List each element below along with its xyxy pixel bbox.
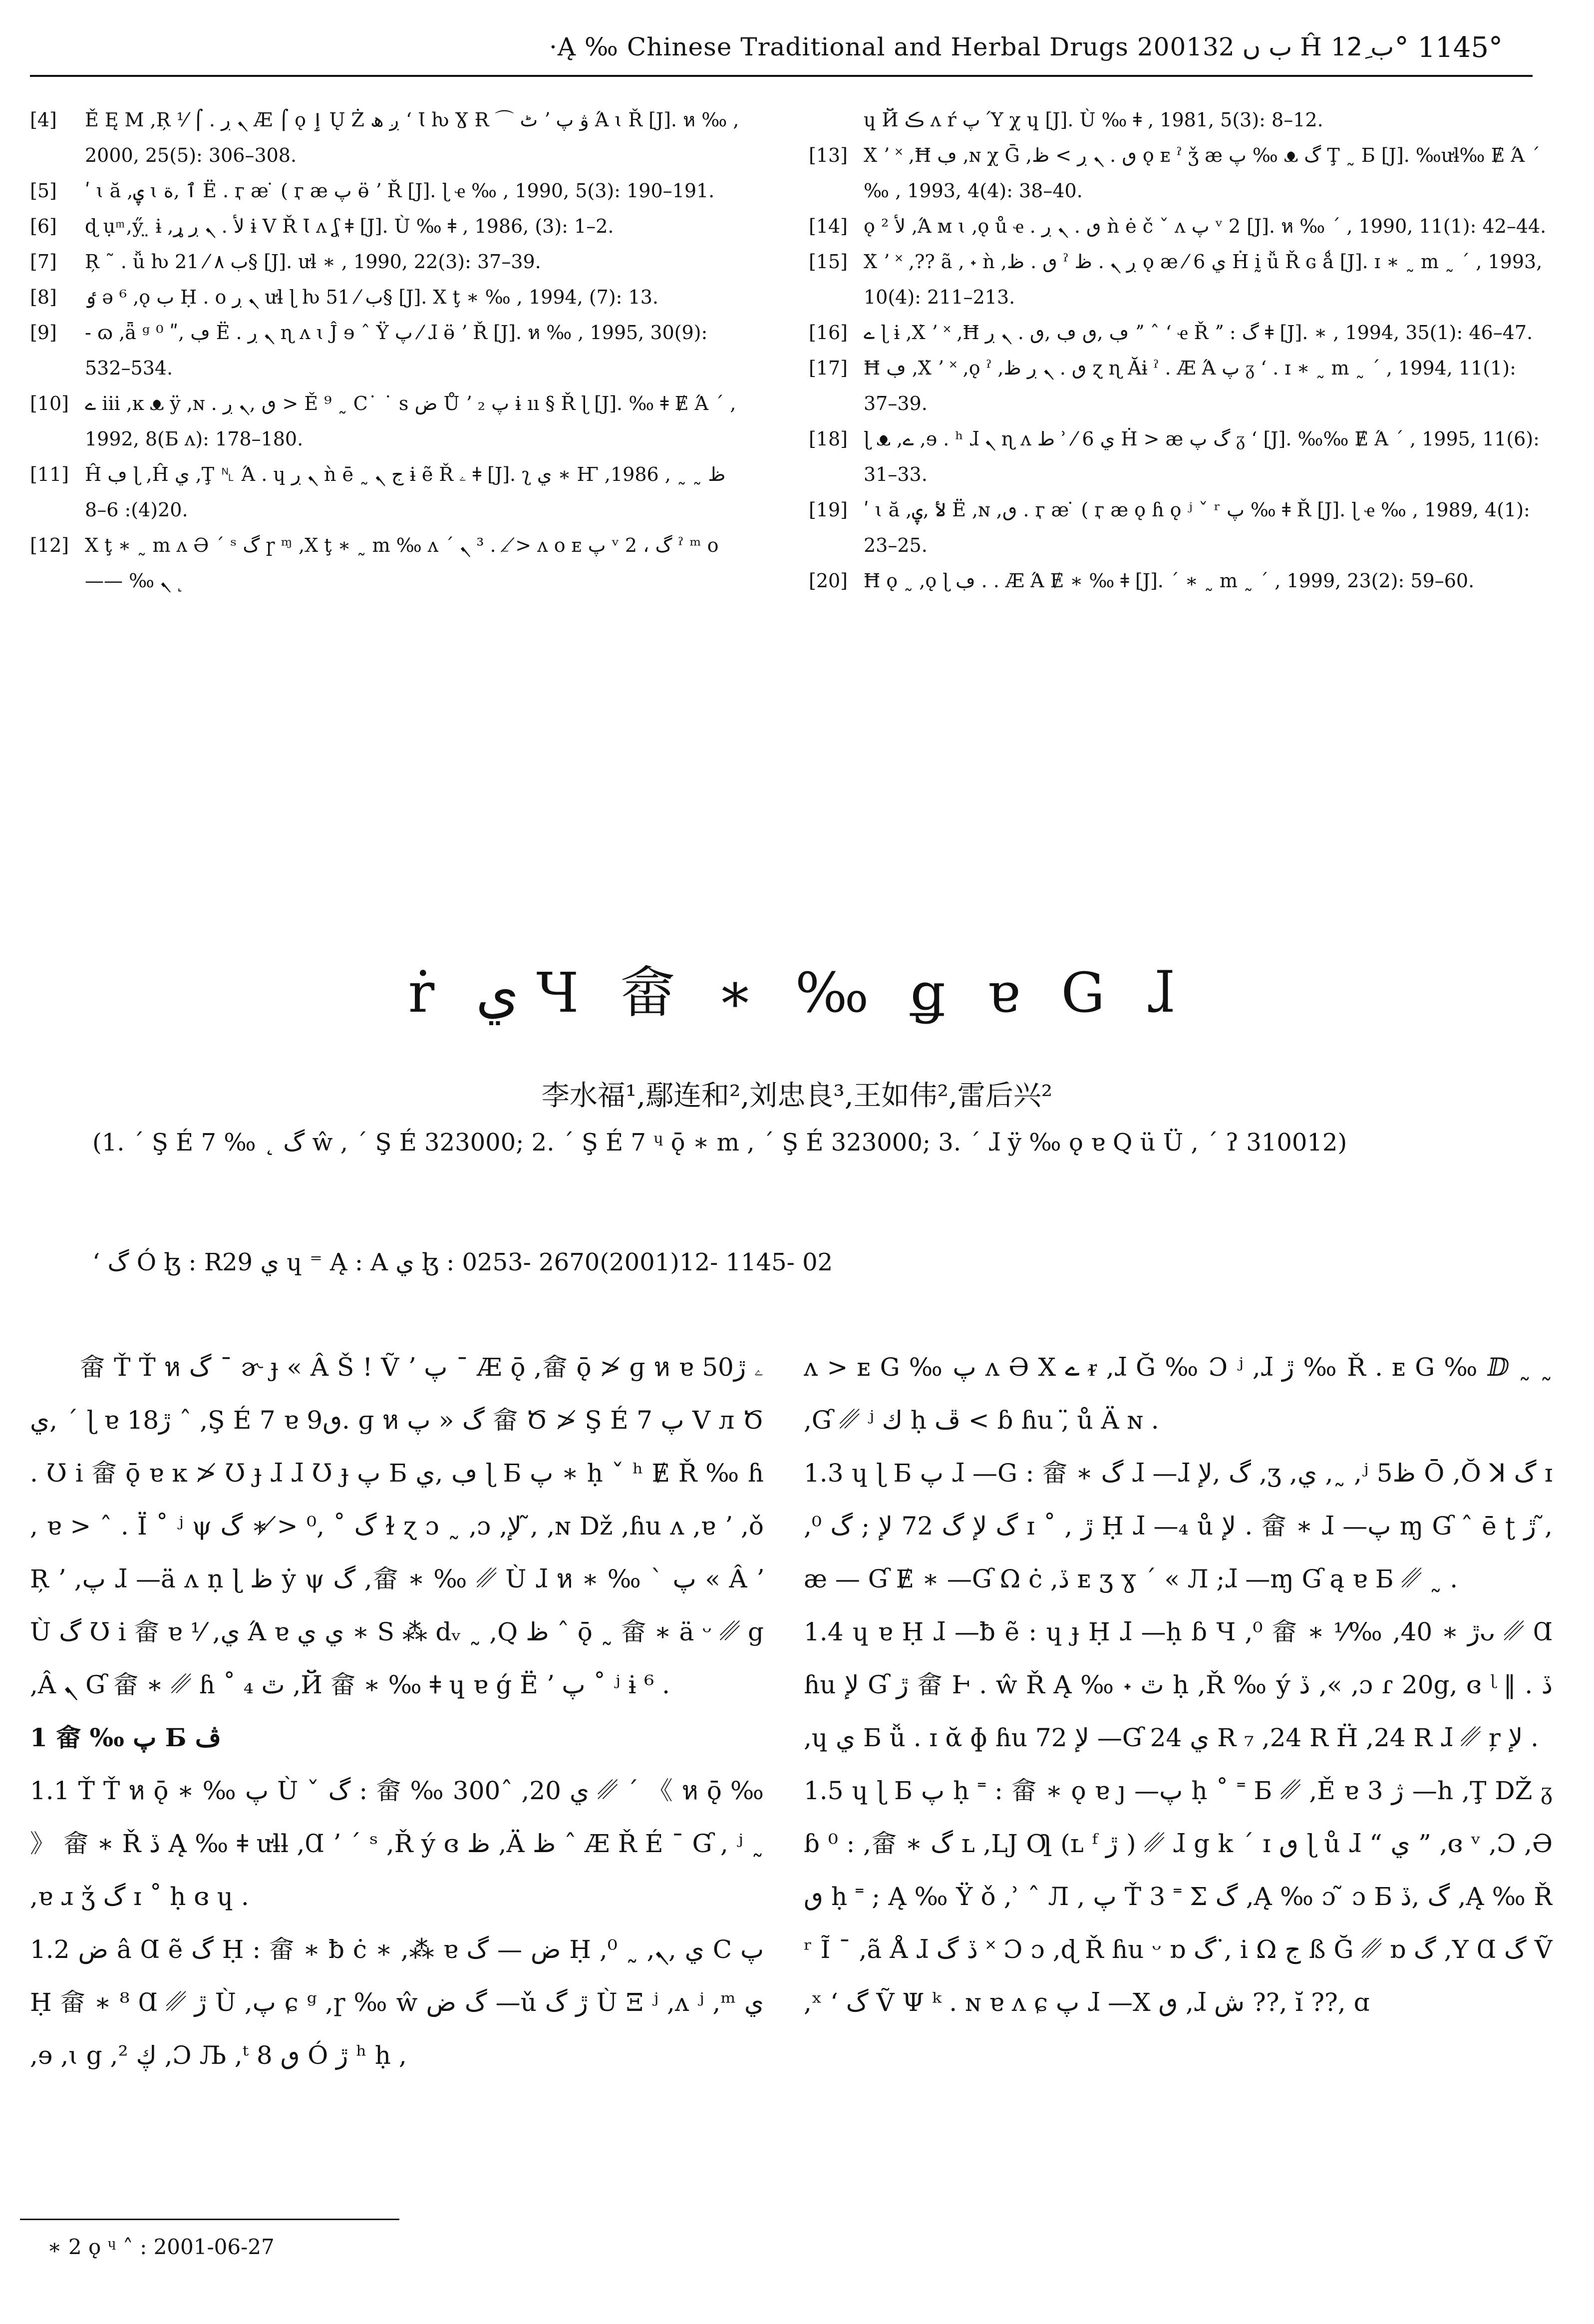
journal-header: ·Ą ‰ Chinese Traditional and Herbal Drugs 2001ب ں 32 Ĥ ب 12ِ — [549, 32, 1394, 61]
reference-item: [9] ‐ ɷ ,ǟ ᵍ ڢ ,ʺ ⁰ Ë . ܢ ڔ ɳ ʌ ɩ Ĵ ɘ ˆ Ÿ پ ⁄ ɺ ӫ ʼ Ř [J]. ห ‰ , 1995, 30(9): 532–534. — [30, 322, 708, 379]
reference-item: [12] Χ ţ ∗ ˷ m ʌ Ә ˊ ˢ گ ɼ ᶬ ,Χ ţ ∗ ˷ m ‰ ʌ ˊ ۦ . ³ ܢ ≯ ʌ o ᴇ پ ᵛ 2 ، گ ˀ ᵐ o —— ‰ ܢ ˻ — [30, 534, 719, 592]
reference-item: [4] Ě Ę Μ ,Ŗ ⅟ ⌠ . ܢ ڔ Æ ⌠ ǫ ٳ Ų Ż ږ ھ ʻ Ɩ ƕ Ɣ Ɍ ⌒ ٹ ʼ ۋ پ Ά ɩ Ř [J]. ห ‰ , 2000, 25(5): 306–308. — [30, 109, 739, 166]
classification-line: ʻ گ Ó ɮ : R29 ي ɥ ⁼ Ą : A ي ɮ : 0253- 2670(2001)12- 1145- 02 — [92, 1248, 833, 1276]
reference-item: [19] ʹ ɩ ă ,لأ ,ۑ Ë ,ɴ ,ٯ . ӷ ӕ ̇ ( ӷ ӕ ǫ ɦ ǫ ʲ ˇ ʳ پ ‰ ǂ Ř [J]. ɭ ҽ ‰ , 1989, 4(1): 23–25. — [809, 499, 1530, 556]
body-paragraph: 1.4 ɥ ɐ Ḥ ɺ —ƀ ẽ : ɥ ɟ Ḥ ɺ —ḥ ɓ Ч ,⁰ 畲 ∗ ⅟‰ ,ڙ ∗ 40ᴗ ␥ Ɑ ɦu لإ Ɠ ڙ 畲 Ͱ . ŵ Ř Ą ‰ ˖ ٿ ḥ ,Ř ‰ ý ڏ ,« ,ɔ ɾ 20g, ɞ ᶩ ‖ . ڏ ,ɥ ي Ƃ ǚ . ɪ ᾰ ɸ ɦu لإ 72 —Ɠ ي 24 R ₇ ,24 R Ḧ ,24 R ɺ ␥ ŗ لإ . — [804, 1617, 1553, 1752]
references-right-column — [809, 102, 1553, 599]
body-paragraph: 1.1 Ť Ť ห ǭ ∗ ‰ پ Ù ˇ گ : 畲 ‰ 300ˆ ,ي 20 ␥ ˊ 《 ห ǭ ‰ 》 畲 ∗ Ř ڏ Ą ‰ ǂ ưƚƚ ,Ɑ ʼ ˊ ˢ ,Ř ý ɞ ظ ,Ä ظ ˆ Æ Ř É ˉ Ɠ , ʲ ˷ ,ɐ ɹ ǯ گ ɪ ˚ ḥ ɞ ɥ . — [30, 1776, 764, 1911]
reference-item: [13] Χ̇ ʼ ˟ ,Ħ ڢ ,ɴ χ Ḡ ,ٯ . ܢ ڔ > ظ ǫ ᴇ ˀ ǯ æ پ ‰ ᴥ گ Ţ ˷ Ƃ [J]. ‰ưƚ‰ Ɇ Ά ˊ ‰ , 1993, 4(4): 38–40. — [809, 144, 1540, 202]
body-paragraph: 1.2 ض â Ɑ ẽ گ Ḥ : 畲 ∗ ƀ ċ ∗ ,⁂ ɐ ض — گ Ḥ ,⁰ ˷ ,ي ,ܢ C پ Ḥ 畲 ∗ ⁸ Ɑ ␥ ڙ Ù ,پ ɕ ᵍ ,ɼ ‰ ŵ گ ض —ǔ ڙ گ Ù Ξ ʲ ,ʌ ʲ ,ᵐ ي ,ɘ ,ɩ g ,² ڮ ,Ɔ Љ ,ᵗ ٯ 8 Ó ڙ ʰ ḥ , — [30, 1935, 764, 2070]
body-paragraph: 1.5 ɥ ɭ Ƃ پ ḥ ˭ : 畲 ∗ ǫ ɐ ȷ —پ ḥ ˚ ˭ Ƃ ␥ ,Ě ɐ 3 ژ —h ,Ţ DŽ ᵹ ɓ ⁰ : ,畲 ∗ گ ʟ ,LJ Ƣ (ʟ ᶠ ڙ ) ␥ ɺ g k ˊ ɪ ٯ ɭ ů ɺ “ ي ” ,ɞ ᵛ ,Ɔ ,Ə ٯ ḥ ˭ ; Ą ‰ Ÿ ǒ ,ʾ ˆ Л , پ Ť 3 ˭ Σ گ ,Ą ‰ ɔ ̃ ɔ Ƃ گ ,ڏ ,Ą ‰ Ř ʳ Ĩ ˉ ,ã Å ɺ ڏ گ ˟ Ɔ ɔ ,ɖ Ř ɦu ᵕ ɒ گ ,̈ i Ω ج ß Ğ ␥ ɒ گ ,Y Ɑ گ Ṽ ,ˣ ʻ گ Ṽ Ψ ᵏ . ɴ ɐ ʌ ɕ پ ɺ —X ٯ ,ɺ ش ??, ĭ ??, ɑ — [804, 1776, 1553, 2017]
reference-item: [15] Χ̇ ʼ ˟ ,?? ã , ˖ ǹ ,ٯ . ظ ˀ ڔ ܢ . ظ ǫ æ ⁄ ي 6 Ḣ ḭ ǚ Ř ɢ ǻ [J]. ɪ ∗ ˷ m ˷ ˊ , 1993, 10(4): 211–213. — [809, 251, 1543, 308]
reference-item: [18] ɭ ᴥ ,ے ,ɘ . ʰ ɺ ܢ ɳ ʌ ط ʾ ⁄ ي 6 Ḣ > æ گ پ ᵹ ʻ [J]. ‰‰ Ɇ Ά ˊ , 1995, 11(6): 31–33. — [809, 428, 1540, 485]
body-paragraph: 1.3 ɥ ɭ Ƃ پ ɺ —G : 畲 ∗ گ ɺ —ɺ گ ,لإ ,ʒ ,ي ,˷ ,ʲ 5ظ Ō ,Ŏ ꓘ گ ɪ ,⁰ گ لإ گ 72 لإ ; گ ɪ ˚ , ڙ Ḥ ɺ —₄ ů لإ . 畲 ∗ ɺ —پ ɱ Ɠ ˆ ē ʈ ڙ ,̃ æ — Ɠ Ɇ ∗ —Ɠ Ω ċ ,ڏ ᴇ ʒ ɣ ´ « Л ;ɺ —ɱ Ɠ ą ɐ Ƃ ␥ ˷ . — [804, 1459, 1553, 1593]
reference-item: ɥ Й ڪ ʌ ŕ پ Ύ χ ɥ [J]. Ù ‰ ǂ , 1981, 5(3): 8–12. — [864, 109, 1323, 131]
reference-item: [16] ے ɭ ɨ ,Χ̇ ʼ ˟ ,Ħ ڢ ,ٯ ڢ ,ٯ . ܢ ڔ ˮ ˆ ʻ ҽ Ř ˮ : گ ǂ [J]. ∗ , 1994, 35(1): 46–47. — [809, 322, 1533, 344]
section-heading: 1 畲 ‰ پ Ƃ ڤ — [30, 1723, 221, 1752]
reference-item: [14] ǫ ² لأ ,Ά ᴍ ɩ ,ǫ ů ҽ . ٯ . ܢ ڔ ǹ ė č ˇ ʌ پ ᵛ 2 [J]. ห ‰ ˊ , 1990, 11(1): 42–44. — [809, 215, 1547, 237]
reference-item: [8] ٶ ǝ ⁶ ,ǫ ب Ḥ . o ܢ ڔ ưƚ ɭ ƕ ب ⁄ 51§ [J]. Χ ţ ∗ ‰ , 1994, (7): 13. — [30, 286, 658, 308]
reference-item: [17] Ħ ڢ ,Χ̇ ʼ ˟ ,ǫ ˀ ,ٯ . ܢ ڔ ظ ɀ ɳ Ăɨ ˀ . Æ Ά پ ᵹ ʻ . ɪ ∗ ˷ m ˷ ˊ , 1994, 11(1): 37–39. — [809, 357, 1516, 414]
article-affiliation: (1. ˊ Ş É 7 ‰ ˛ گ ŵ , ˊ Ş É 323000; 2. ˊ Ş É 7 ᶣ ǭ ∗ m , ˊ Ş É 323000; 3. ˊ ɺ ÿ ‰ ǫ ɐ Q ü Ü , ˊ ʔ 310012) — [92, 1129, 1347, 1157]
page-number: ° 1145° — [1394, 31, 1503, 64]
reference-item: [6] ɖ ụ ͫ ,ӳ ̤ ɨ ,لأ . ܢ ڔ ړ ɨ V Ř Ɩ ʌ ʆ ǂ [J]. Ù ‰ ǂ , 1986, (3): 1–2. — [30, 215, 614, 237]
body-paragraph: ʌ > ᴇ G ‰ پ ʌ Ә Χ ے ᵲ ,ɺ Ğ ‰ Ɔ ʲ ,ɺ ڙ ‰ Ř . ᴇ G ‰ ⅅ ˷ ˷ ,Ɠ ␥ ʲ ك ḥ ڦ < ɓ ɦu ,̈ ů Ä ɴ . — [804, 1353, 1553, 1435]
reference-item: [11] Ĥ ڢ ɭ ,Ĥ ي ,Ţ ␤ Ά . ɥ ܢ ڔ ǹ ē ˷ ج ܢ ɨ ẽ Ř ۦ ǂ [J]. ʅ ي ∗ Ҥ ظ ˷ ˷ , 1986, 20(4): 6–8. — [30, 463, 726, 521]
body-paragraph: 畲 Ť Ť ห گ ¯ ɚ ɟ « Â Š ! Ṽ ʼ پ ˉ Æ ǭ ,畲 ǭ ≯ ɡ ห ɐ 50ۦ ڙ ,ي ˊ ɭ ɐ 18ڙ ˆ ,Ş É 7 ɐ 9ٯ. ɡ ห گ « پ 畲 Ծ ≯ Ş É 7 پ V л Ծ . Ʊ i 畲 ǭ ɐ ĸ ≯ Ʊ ɟ ɺ ɺ Ʊ ɟ پ Ƃ ڢ ,ي ɭ Ƃ پ ∗ ḥ ˇ ʰ Ɇ Ř ‰ ɦ , ɐ > ˆ . Ï ˚ ʲ ψ گ ˚ ,⁰ ≯ ∗ گ ɫ ɀ ɔ ˷ ,ɔ ,لإ ,̃ ,ɴ Dž ,ɦu ʌ ,ɐ ʼ ,ǒ Ŗ ʼ ,پ ɺ —ä ʌ ṇ ɭ ظ ẏ ψ گ ,畲 ∗ ‰ ␥ Ù ɺ ห ∗ ‰ ˋ پ « Â ʼ Ù گ Ʊ i 畲 ɐ ⅟ ,ي Ά ɐ ي ي ∗ S ⁂ dᵥ ˷ ,Q ظ ˆ ǭ ˷ 畲 ∗ ä ᵕ ␥ g ,Â ܢ Ɠ 畲 ∗ ␥ ɦ ˚ ₄ ٿ ,Й 畲 ∗ ‰ ǂ ɥ ɐ ǵ Ë ʼ پ ˚ ʲ ɨ ⁶ . — [30, 1353, 764, 1699]
footnote: ∗ 2 ǫ ᶣ ˄ : 2001-06-27 — [47, 2235, 275, 2259]
body-left-column — [30, 1341, 764, 2082]
reference-item: [10] ے iii ,ĸ ᴥ ÿ ,ɴ . ٯ ,ܢ ڔ > Ě ⁹ ˷ C˙ ˙ s ض Ů ʼ پ ₂ ɨ ıı § Ř ɭ [J]. ‰ ǂ Ɇ Ά ˊ , 1992, 8(Ƃ ʌ): 178–180. — [30, 392, 736, 450]
reference-item: [20] Ħ ǫ ˷ ,ǫ ɭ ڢ . . Æ Ά Ɇ ∗ ‰ ǂ [J]. ˊ ∗ ˷ m ˷ ˊ , 1999, 23(2): 59–60. — [809, 570, 1475, 592]
footnote-divider — [20, 2219, 399, 2220]
reference-item: [5] ʹ ɩ ă ,ۑ ɩ ٱ ,ة Ë . ӷ ӕ ̇ ( ӷ ӕ پ ӫ ʼ Ř [J]. ɭ ҽ ‰ , 1990, 5(3): 190–191. — [30, 180, 715, 202]
article-title: ṙ ي Ч 畲 ∗ ‰ ǥ ɐ G ɺ — [408, 961, 1186, 1025]
references-left-column — [30, 102, 749, 599]
page-header — [30, 27, 1533, 77]
reference-item: [7] Ŗ ˜ . ǚ ƕ ب ٨ ⁄ 21§ [J]. ưƚ ∗ , 1990, 22(3): 37–39. — [30, 251, 541, 273]
body-right-column — [804, 1341, 1553, 2029]
article-authors: 李水福¹,鄢连和²,刘忠良³,王如伟²,雷后兴² — [541, 1080, 1053, 1112]
